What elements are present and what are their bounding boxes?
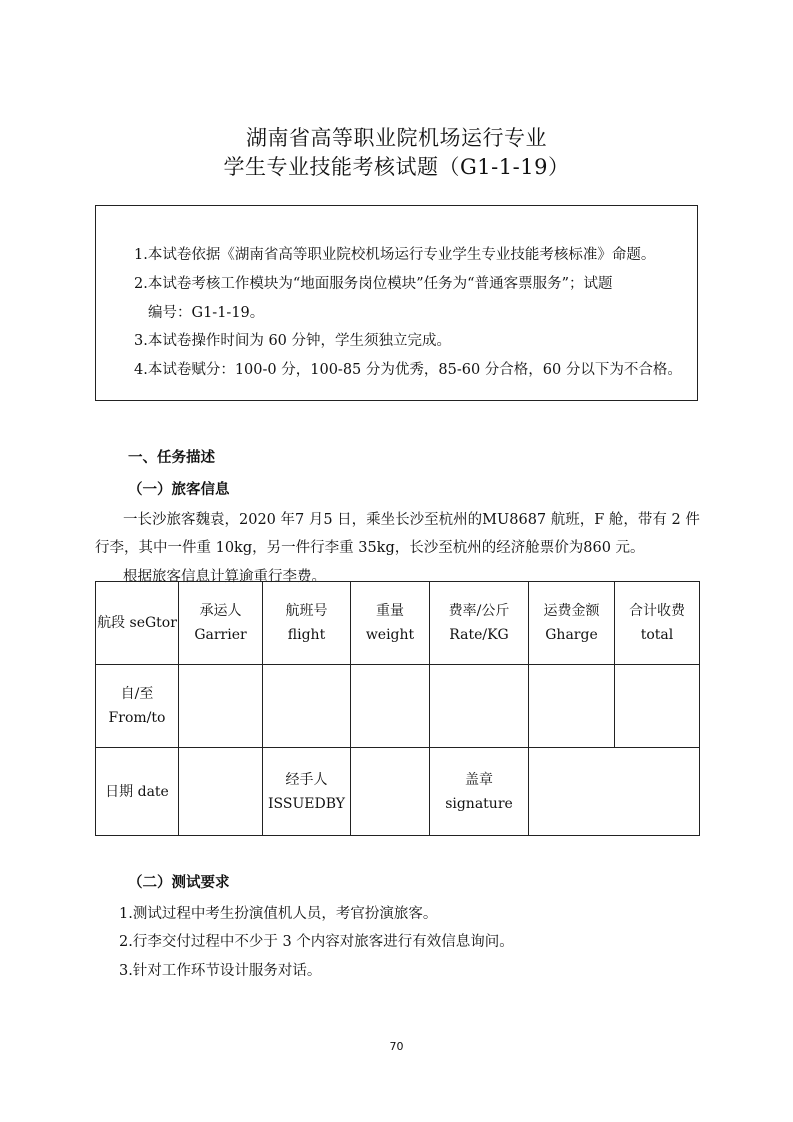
header-cell-flight: 航班号 flight [263, 582, 351, 665]
cell-rate-input[interactable] [430, 665, 529, 748]
row-label-from-to: 自/至 From/to [96, 665, 179, 748]
page-number: 70 [389, 1040, 404, 1053]
exam-title-line2: 学生专业技能考核试题（G1-1-19） [223, 155, 570, 179]
section-heading-task-description: 一、任务描述 [128, 450, 215, 466]
cell-carrier-input[interactable] [179, 665, 263, 748]
row-label-date: 日期 date [96, 748, 179, 836]
subsection-heading-test-requirements: （二）测试要求 [128, 875, 230, 891]
requirement-item-3: 3.针对工作环节设计服务对话。 [119, 963, 322, 979]
instruction-item-2-continued: 编号：G1-1-19。 [148, 305, 265, 321]
subsection-heading-passenger-info: （一）旅客信息 [128, 482, 230, 498]
header-cell-segment: 航段 seGtor [96, 582, 179, 665]
label-issued-by: 经手人 ISSUEDBY [263, 748, 351, 836]
cell-date-input[interactable] [179, 748, 263, 836]
header-cell-charge: 运费金额 Gharge [529, 582, 615, 665]
cell-total-input[interactable] [615, 665, 700, 748]
header-cell-weight: 重量 weight [351, 582, 430, 665]
instruction-item-3: 3.本试卷操作时间为 60 分钟，学生须独立完成。 [134, 333, 452, 349]
requirement-item-1: 1.测试过程中考生扮演值机人员，考官扮演旅客。 [119, 906, 438, 922]
header-cell-rate: 费率/公斤 Rate/KG [430, 582, 529, 665]
task-instruction: 根据旅客信息计算逾重行李费。 [123, 569, 326, 585]
cell-charge-input[interactable] [529, 665, 615, 748]
instruction-item-2: 2.本试卷考核工作模块为“地面服务岗位模块”任务为“普通客票服务”；试题 [134, 276, 613, 292]
passenger-info-paragraph-1: 一长沙旅客魏袁，2020 年7 月5 日，乘坐长沙至杭州的MU8687 航班，F 舱，带有 2 件 [123, 512, 700, 528]
cell-flight-input[interactable] [263, 665, 351, 748]
header-cell-carrier: 承运人 Garrier [179, 582, 263, 665]
label-signature: 盖章 signature [430, 748, 529, 836]
table-row-date [96, 748, 700, 836]
instructions-box [95, 205, 698, 401]
header-cell-total: 合计收费 total [615, 582, 700, 665]
requirement-item-2: 2.行李交付过程中不少于 3 个内容对旅客进行有效信息询问。 [119, 934, 514, 950]
cell-signature-input[interactable] [529, 748, 700, 836]
cell-issued-by-input[interactable] [351, 748, 430, 836]
exam-title-line1: 湖南省高等职业院机场运行专业 [246, 126, 547, 150]
table-row-from-to [96, 665, 700, 748]
instruction-item-1: 1.本试卷依据《湖南省高等职业院校机场运行专业学生专业技能考核标准》命题。 [134, 247, 656, 263]
table-header-row [96, 582, 700, 665]
passenger-info-paragraph-2: 行李，其中一件重 10kg，另一件行李重 35kg，长沙至杭州的经济舱票价为860 元。 [95, 540, 645, 556]
cell-weight-input[interactable] [351, 665, 430, 748]
excess-baggage-fee-table [95, 581, 700, 836]
instruction-item-4: 4.本试卷赋分：100-0 分，100-85 分为优秀，85-60 分合格，60 分以下为不合格。 [134, 362, 682, 378]
